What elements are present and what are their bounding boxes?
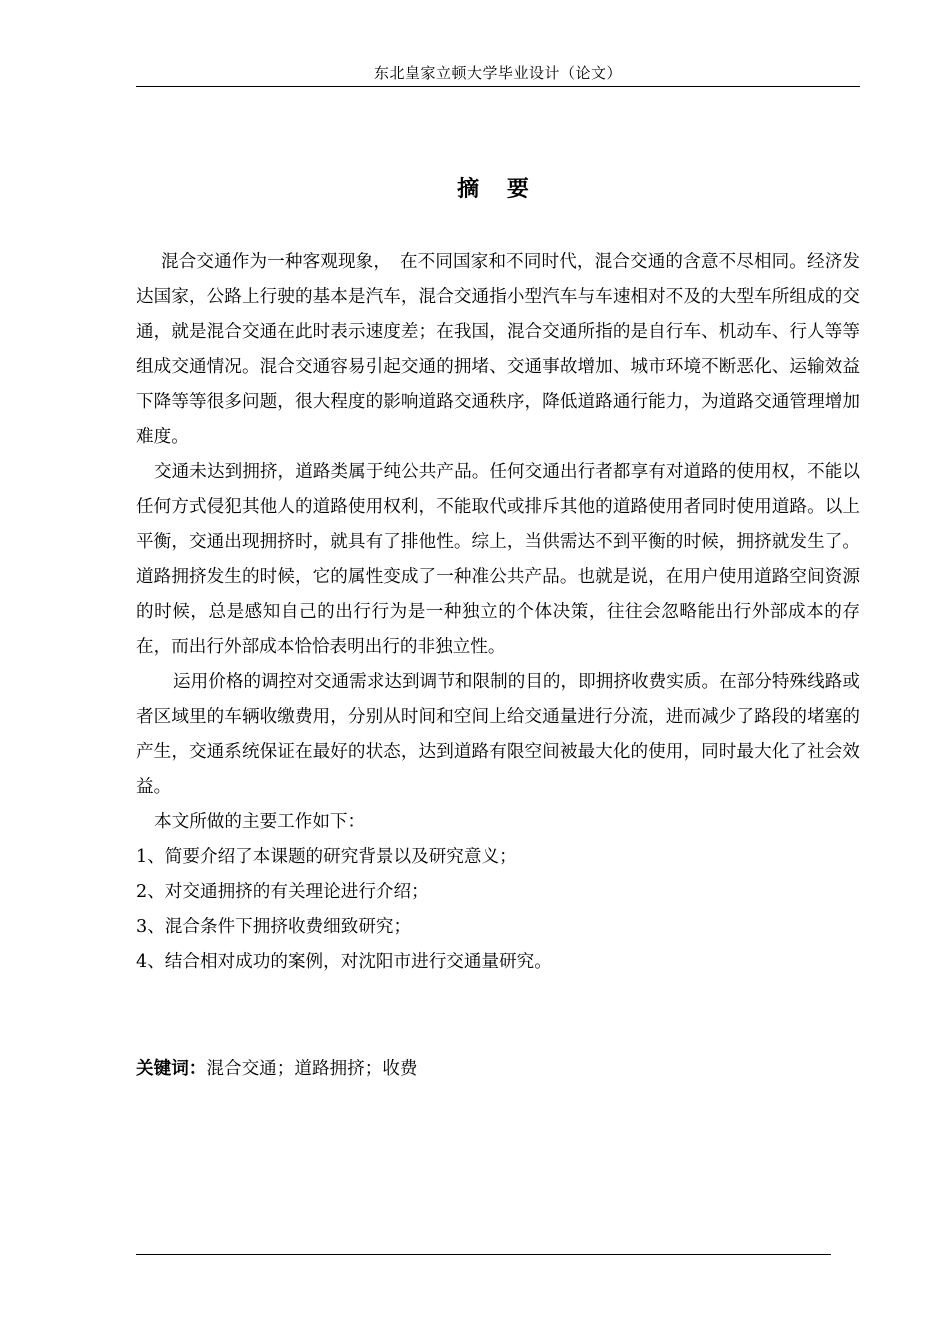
- abstract-paragraph-2: 交通未达到拥挤，道路类属于纯公共产品。任何交通出行者都享有对道路的使用权，不能以任何方式侵犯其他人的道路使用权利，不能取代或排斥其他的道路使用者同时使用道路。以上平衡，交通出现拥挤时，就具有了排他性。综上，当供需达不到平衡的时候，拥挤就发生了。道路拥挤发生的时候，它的属性变成了一种准公共产品。也就是说，在用户使用道路空间资源的时候，总是感知自己的出行行为是一种独立的个体决策，往往会忽略能出行外部成本的存在，而出行外部成本恰恰表明出行的非独立性。: [136, 462, 860, 657]
- work-list-item-1: 1、简要介绍了本课题的研究背景以及研究意义；: [136, 847, 517, 867]
- keywords-label: 关键词：: [136, 1059, 207, 1079]
- header-rule: [136, 86, 860, 87]
- abstract-paragraph-3: 运用价格的调控对交通需求达到调节和限制的目的，即拥挤收费实质。在部分特殊线路或者区域里的车辆收缴费用，分别从时间和空间上给交通量进行分流，进而减少了路段的堵塞的产生，交通系统保证在最好的状态，达到道路有限空间被最大化的使用，同时最大化了社会效益。: [136, 672, 860, 797]
- work-intro: 本文所做的主要工作如下：: [154, 812, 366, 832]
- abstract-body: [136, 245, 860, 980]
- page-title: 摘 要: [457, 177, 539, 202]
- abstract-paragraph-1: 混合交通作为一种客观现象， 在不同国家和不同时代，混合交通的含意不尽相同。经济发达国家，公路上行驶的基本是汽车，混合交通指小型汽车与车速相对不及的大型车所组成的交通，就是混合交通在此时表示速度差；在我国，混合交通所指的是自行车、机动车、行人等等组成交通情况。混合交通容易引起交通的拥堵、交通事故增加、城市环境不断恶化、运输效益下降等等很多问题，很大程度的影响道路交通秩序，降低道路通行能力，为道路交通管理增加难度。: [136, 252, 860, 447]
- footer-rule: [136, 1254, 831, 1255]
- keywords-value: 混合交通；道路拥挤；收费: [206, 1059, 418, 1079]
- running-header: 东北皇家立顿大学毕业设计（论文）: [373, 64, 622, 82]
- work-list-item-3: 3、混合条件下拥挤收费细致研究；: [136, 917, 412, 937]
- work-list-item-2: 2、对交通拥挤的有关理论进行介绍；: [136, 882, 429, 902]
- keywords-line: [136, 1052, 860, 1087]
- work-list-item-4: 4、结合相对成功的案例，对沈阳市进行交通量研究。: [136, 952, 552, 972]
